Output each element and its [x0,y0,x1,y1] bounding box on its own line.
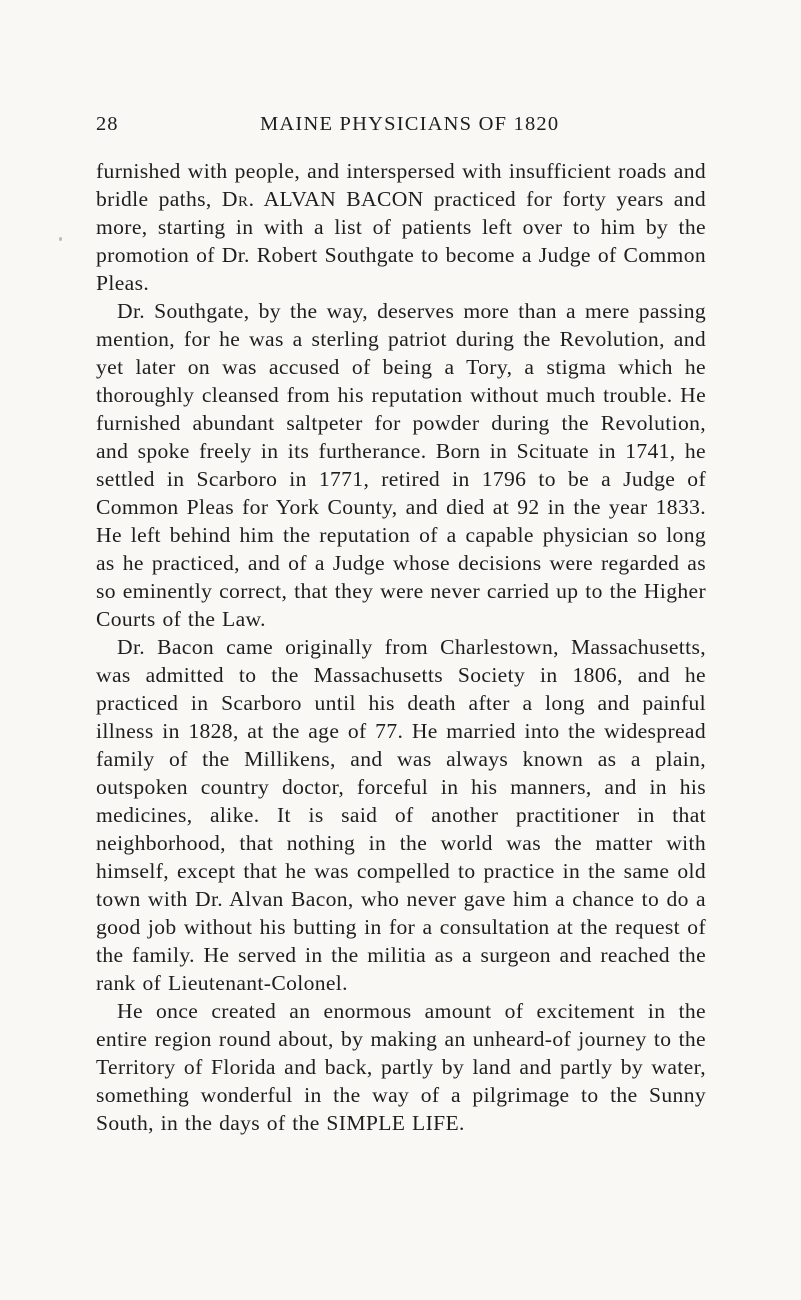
paper-speck [59,237,62,241]
body-text [96,157,706,1137]
paragraph-1-rest: ALVAN BACON practiced for forty years and more, starting in with a list of patients left over to him by the promotion of Dr. Robert Southgate to become a Judge of Common Pleas. [96,187,706,295]
running-head [96,113,706,139]
paragraph-4: He once created an enormous amount of excitement in the entire region round about, by making an unheard-of journey to the Territory of Florida and back, partly by land and partly by water, something wonderful in the way of a pilgrimage to the Sunny South, in the days of the SIMPLE LIFE. [96,999,706,1135]
doctor-abbreviation: Dr. [221,187,255,211]
paragraph-1 [96,157,706,297]
running-title: MAINE PHYSICIANS OF 1820 [260,113,560,135]
paragraph-1-start: furnished with people, and interspersed with insufficient roads and bridle paths, [96,159,706,211]
page-number: 28 [96,113,119,135]
paragraph-2: Dr. Southgate, by the way, deserves more than a mere passing mention, for he was a sterling patriot during the Revolution, and yet later on was accused of being a Tory, a stigma which he thoroughly cleansed from his reputation without much trouble. He furnished abundant saltpeter for powder during the Revolution, and spoke freely in its furtherance. Born in Scituate in 1741, he settled in Scarboro in 1771, retired in 1796 to be a Judge of Common Pleas for York County, and died at 92 in the year 1833. He left behind him the reputation of a capable physician so long as he practiced, and of a Judge whose decisions were regarded as so eminently correct, that they were never carried up to the Higher Courts of the Law. [96,299,706,631]
paragraph-3: Dr. Bacon came originally from Charlestown, Massachusetts, was admitted to the Massachusetts Society in 1806, and he practiced in Scarboro until his death after a long and painful illness in 1828, at the age of 77. He married into the widespread family of the Millikens, and was always known as a plain, outspoken country doctor, forceful in his manners, and in his medicines, alike. It is said of another practitioner in that neighborhood, that nothing in the world was the matter with himself, except that he was compelled to practice in the same old town with Dr. Alvan Bacon, who never gave him a chance to do a good job without his butting in for a consultation at the request of the family. He served in the militia as a surgeon and reached the rank of Lieutenant-Colonel. [96,635,706,995]
